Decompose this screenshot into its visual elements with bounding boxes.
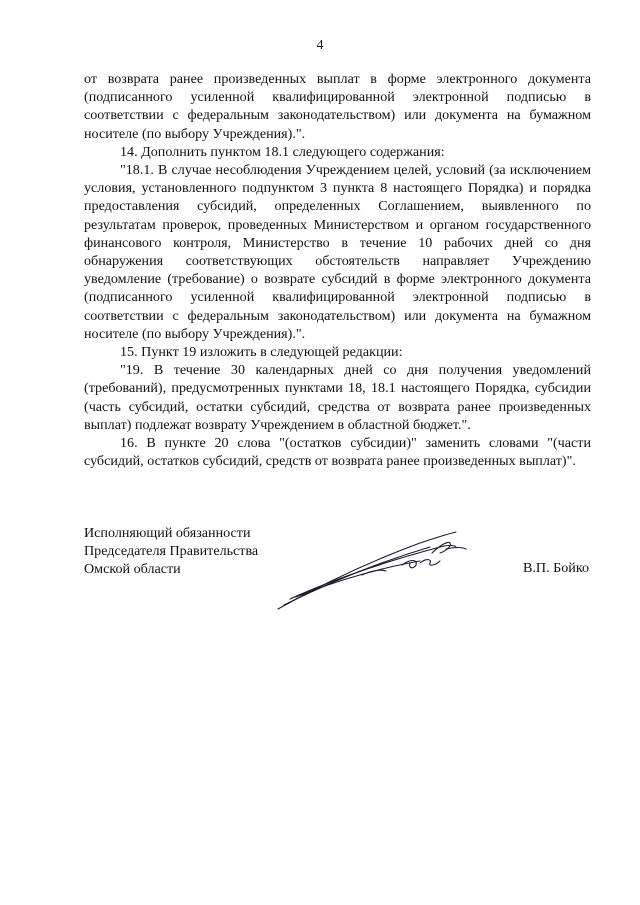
paragraph-continuation: от возврата ранее произведенных выплат в форме электронного документа (подписанного усиленной квалифицированной электронной подписью в соответствии с федеральным законодательством) или документа на бумажном носителе (по выбору Учреждения).". [84,71,591,142]
paragraph-item-15: 15. Пункт 19 изложить в следующей редакции: [120,344,403,361]
signatory-position [84,524,258,579]
signatory-position-line: Омской области [84,561,181,578]
paragraph-item-14: 14. Дополнить пунктом 18.1 следующего содержания: [120,143,445,160]
paragraph-clause-18-1: "18.1. В случае несоблюдения Учреждением целей, условий (за исключением условия, установленного подпунктом 3 пункта 8 настоящего Порядка) и порядка предоставления субсидий, определенных Соглашением, выявленного по результатам проверок, проведенных Министерством и органом государственного финансового контроля, Министерство в течение 10 рабочих дней со дня обнаружения соответствующих обстоятельств направляет Учреждению уведомление (требование) о возврате субсидий в форме электронного документа (подписанного усиленной квалифицированной электронной подписью в соответствии с федеральным законодательством) или документа на бумажном носителе (по выбору Учреждения).". [84,162,591,342]
signatory-position-line: Исполняющий обязанности [84,525,251,541]
paragraph-clause-19: "19. В течение 30 календарных дней со дня получения уведомлений (требований), предусмотренных пунктами 18, 18.1 настоящего Порядка, субсидии (часть субсидий, остатки субсидий, средства от возврата ранее произведенных выплат) подлежат возврату Учреждением в областной бюджет.". [84,362,591,433]
handwritten-signature [270,525,470,615]
signatory-position-line: Председателя Правительства [84,543,259,560]
paragraph-item-16: 16. В пункте 20 слова "(остатков субсидии)" заменить словами "(части субсидий, остатков субсидий, средств от возврата ранее произведенных выплат)". [84,435,591,470]
page-number: 4 [316,38,324,53]
signatory-name: В.П. Бойко [522,560,589,576]
document-body [84,70,591,470]
